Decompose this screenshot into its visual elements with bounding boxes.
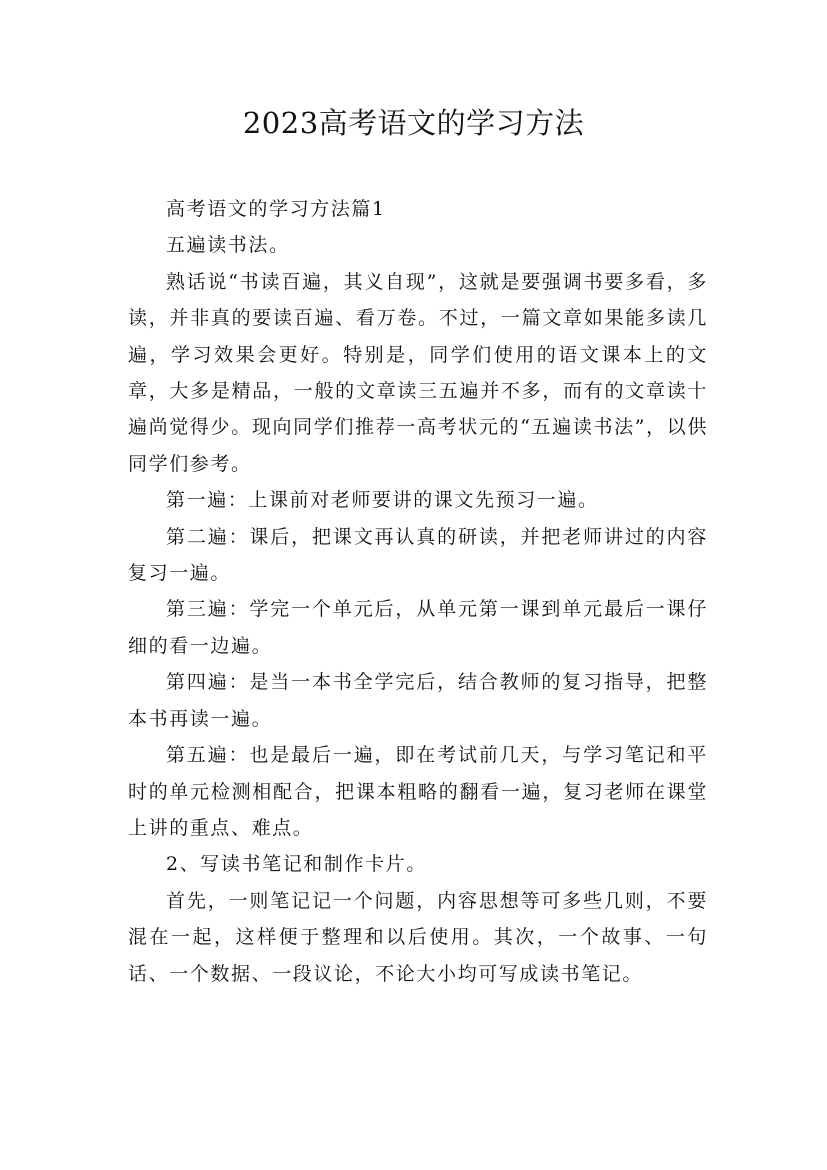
subsection-heading: 2、写读书笔记和制作卡片。 [166,853,427,876]
paragraph-step-3: 第三遍：学完一个单元后，从单元第一课到单元最后一课仔细的看一边遍。 [128,598,708,657]
paragraph-step-4: 第四遍：是当一本书全学完后，结合教师的复习指导，把整本书再读一遍。 [128,671,708,730]
section-heading: 高考语文的学习方法篇1 [166,198,386,220]
paragraph-step-5: 第五遍：也是最后一遍，即在考试前几天，与学习笔记和平时的单元检测相配合，把课本粗略的翻看一遍，复习老师在课堂上讲的重点、难点。 [128,744,708,839]
paragraph-step-1: 第一遍：上课前对老师要讲的课文先预习一遍。 [166,489,599,512]
paragraph-step-2: 第二遍：课后，把课文再认真的研读，并把老师讲过的内容复习一遍。 [128,525,708,585]
paragraph-intro: 熟话说“书读百遍，其义自现”，这就是要强调书要多看，多读，并非真的要读百遍、看万卷。不过，一篇文章如果能多读几遍，学习效果会更好。特别是，同学们使用的语文课本上的文章，大多是精品，一般的文章读三五遍并不多，而有的文章读十遍尚觉得少。现向同学们推荐一高考状元的“五遍读书法”，以供同学们参考。 [128,270,708,475]
document-title: 2023高考语文的学习方法 [242,106,585,140]
method-title: 五遍读书法。 [166,234,290,257]
paragraph-notes: 首先，一则笔记记一个问题，内容思想等可多些几则，不要混在一起，这样便于整理和以后使用。其次，一个故事、一句话、一个数据、一段议论，不论大小均可写成读书笔记。 [128,889,708,985]
document-body [128,191,708,992]
